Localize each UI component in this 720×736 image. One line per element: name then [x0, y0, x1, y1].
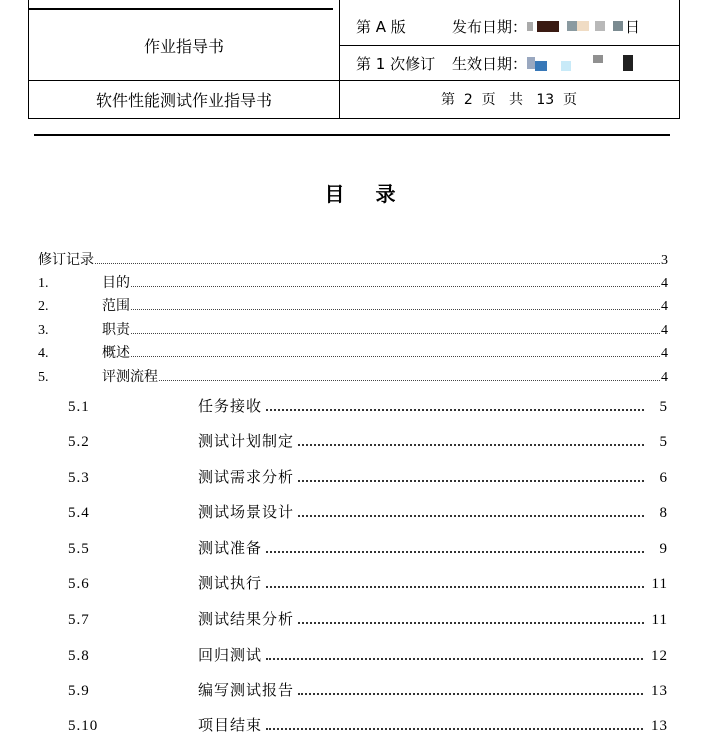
toc-entry-label: 职责 — [102, 323, 130, 338]
toc-entry-label: 范围 — [102, 299, 130, 314]
redaction-mark — [595, 21, 605, 31]
toc-entry-number: 5.7 — [68, 612, 90, 628]
toc-entry-number: 5.10 — [68, 718, 99, 734]
toc-entry-page: 11 — [651, 612, 668, 628]
effective-label: 生效日期： — [452, 54, 528, 73]
dot-leader — [159, 379, 660, 381]
toc-entry-number: 5.1 — [68, 399, 90, 415]
dot-leader — [131, 308, 660, 310]
toc-entry-page: 13 — [651, 683, 668, 699]
revision: 第 1 次修订 — [356, 54, 436, 73]
toc-subentry-5-9[interactable] — [68, 679, 668, 701]
redaction-mark — [535, 61, 547, 71]
toc-subentry-5-1[interactable] — [68, 395, 668, 417]
toc-entry-label: 测试计划制定 — [198, 434, 295, 450]
toc-entry-number: 1. — [38, 276, 49, 291]
toc-entry-page: 8 — [659, 505, 668, 521]
toc-entry-page: 4 — [661, 299, 668, 314]
toc-subentry-5-6[interactable] — [68, 572, 668, 594]
dot-leader — [131, 332, 660, 334]
toc-entry-responsibilities[interactable] — [38, 319, 668, 339]
document-header-table — [28, 0, 680, 119]
redaction-mark — [577, 21, 589, 31]
toc-subentry-5-3[interactable] — [68, 466, 668, 488]
toc-entry-page: 4 — [661, 276, 668, 291]
toc-subentry-5-8[interactable] — [68, 644, 668, 666]
publish-date-tail: 日 — [625, 17, 641, 36]
redaction-mark — [593, 55, 603, 63]
toc-entry-revision-log[interactable] — [38, 249, 668, 269]
toc-entry-evaluation-process[interactable] — [38, 366, 668, 386]
toc-entry-purpose[interactable] — [38, 272, 668, 292]
revision-row — [340, 46, 678, 80]
toc-subentry-5-7[interactable] — [68, 608, 668, 630]
dot-leader — [266, 550, 644, 553]
toc-entry-page: 5 — [659, 434, 668, 450]
toc-entry-label: 测试执行 — [198, 576, 263, 592]
toc-entry-number: 5.2 — [68, 434, 90, 450]
toc-entry-page: 3 — [661, 253, 668, 268]
doc-type: 作业指导书 — [143, 36, 224, 56]
dot-leader — [266, 585, 644, 588]
toc-entry-page: 5 — [659, 399, 668, 415]
toc-entry-label: 评测流程 — [102, 370, 158, 385]
dot-leader — [298, 692, 643, 695]
toc-subentry-5-4[interactable] — [68, 501, 668, 523]
toc-subentry-5-10[interactable] — [68, 714, 668, 736]
toc-entry-page: 11 — [651, 576, 668, 592]
toc-entry-number: 5.5 — [68, 541, 90, 557]
toc-entry-label: 编写测试报告 — [198, 683, 295, 699]
dot-leader — [298, 621, 644, 624]
toc-entry-page: 4 — [661, 323, 668, 338]
page-header-rule — [34, 134, 670, 136]
toc-entry-label: 回归测试 — [198, 648, 263, 664]
publish-label: 发布日期： — [452, 17, 528, 36]
toc-entry-number: 5.9 — [68, 683, 90, 699]
redaction-mark — [527, 22, 533, 31]
toc-entry-page: 4 — [661, 370, 668, 385]
toc-subentry-5-5[interactable] — [68, 537, 668, 559]
toc-subentry-5-2[interactable] — [68, 430, 668, 452]
redaction-mark — [623, 55, 633, 71]
toc-entry-label: 项目结束 — [198, 718, 263, 734]
toc-entry-number: 2. — [38, 299, 49, 314]
redaction-mark — [613, 21, 623, 31]
page-info: 第 2 页 共 13 页 — [440, 92, 578, 108]
toc-entry-scope[interactable] — [38, 295, 668, 315]
dot-leader — [131, 285, 660, 287]
toc-entry-label: 概述 — [102, 346, 130, 361]
toc-entry-label: 测试结果分析 — [198, 612, 295, 628]
redaction-mark — [537, 21, 559, 32]
version: 第 A 版 — [356, 17, 406, 36]
toc-entry-number: 5.8 — [68, 648, 90, 664]
dot-leader — [266, 657, 643, 660]
redaction-mark — [561, 61, 571, 71]
doc-name: 软件性能测试作业指导书 — [95, 90, 272, 110]
toc-entry-page: 6 — [659, 470, 668, 486]
toc-entry-number: 3. — [38, 323, 49, 338]
toc-entry-page: 12 — [651, 648, 668, 664]
toc-entry-label: 测试需求分析 — [198, 470, 295, 486]
redaction-mark — [527, 57, 535, 69]
version-row — [340, 8, 678, 44]
toc-title: 目 录 — [324, 182, 408, 206]
dot-leader — [298, 514, 644, 517]
redaction-mark — [567, 21, 577, 31]
toc-entry-label: 修订记录 — [38, 253, 94, 268]
dot-leader — [298, 479, 644, 482]
toc-entry-number: 5.3 — [68, 470, 90, 486]
toc-entry-number: 5.6 — [68, 576, 90, 592]
toc-entry-page: 13 — [651, 718, 668, 734]
toc-entry-page: 4 — [661, 346, 668, 361]
dot-leader — [298, 443, 644, 446]
toc-entry-label: 任务接收 — [198, 399, 263, 415]
toc-entry-overview[interactable] — [38, 342, 668, 362]
toc-entry-label: 测试场景设计 — [198, 505, 295, 521]
toc-entry-number: 4. — [38, 346, 49, 361]
toc-entry-label: 目的 — [102, 276, 130, 291]
toc-entry-number: 5.4 — [68, 505, 90, 521]
toc-entry-number: 5. — [38, 370, 49, 385]
dot-leader — [266, 408, 644, 411]
dot-leader — [95, 262, 660, 264]
dot-leader — [131, 355, 660, 357]
toc-entry-label: 测试准备 — [198, 541, 263, 557]
toc-entry-page: 9 — [659, 541, 668, 557]
